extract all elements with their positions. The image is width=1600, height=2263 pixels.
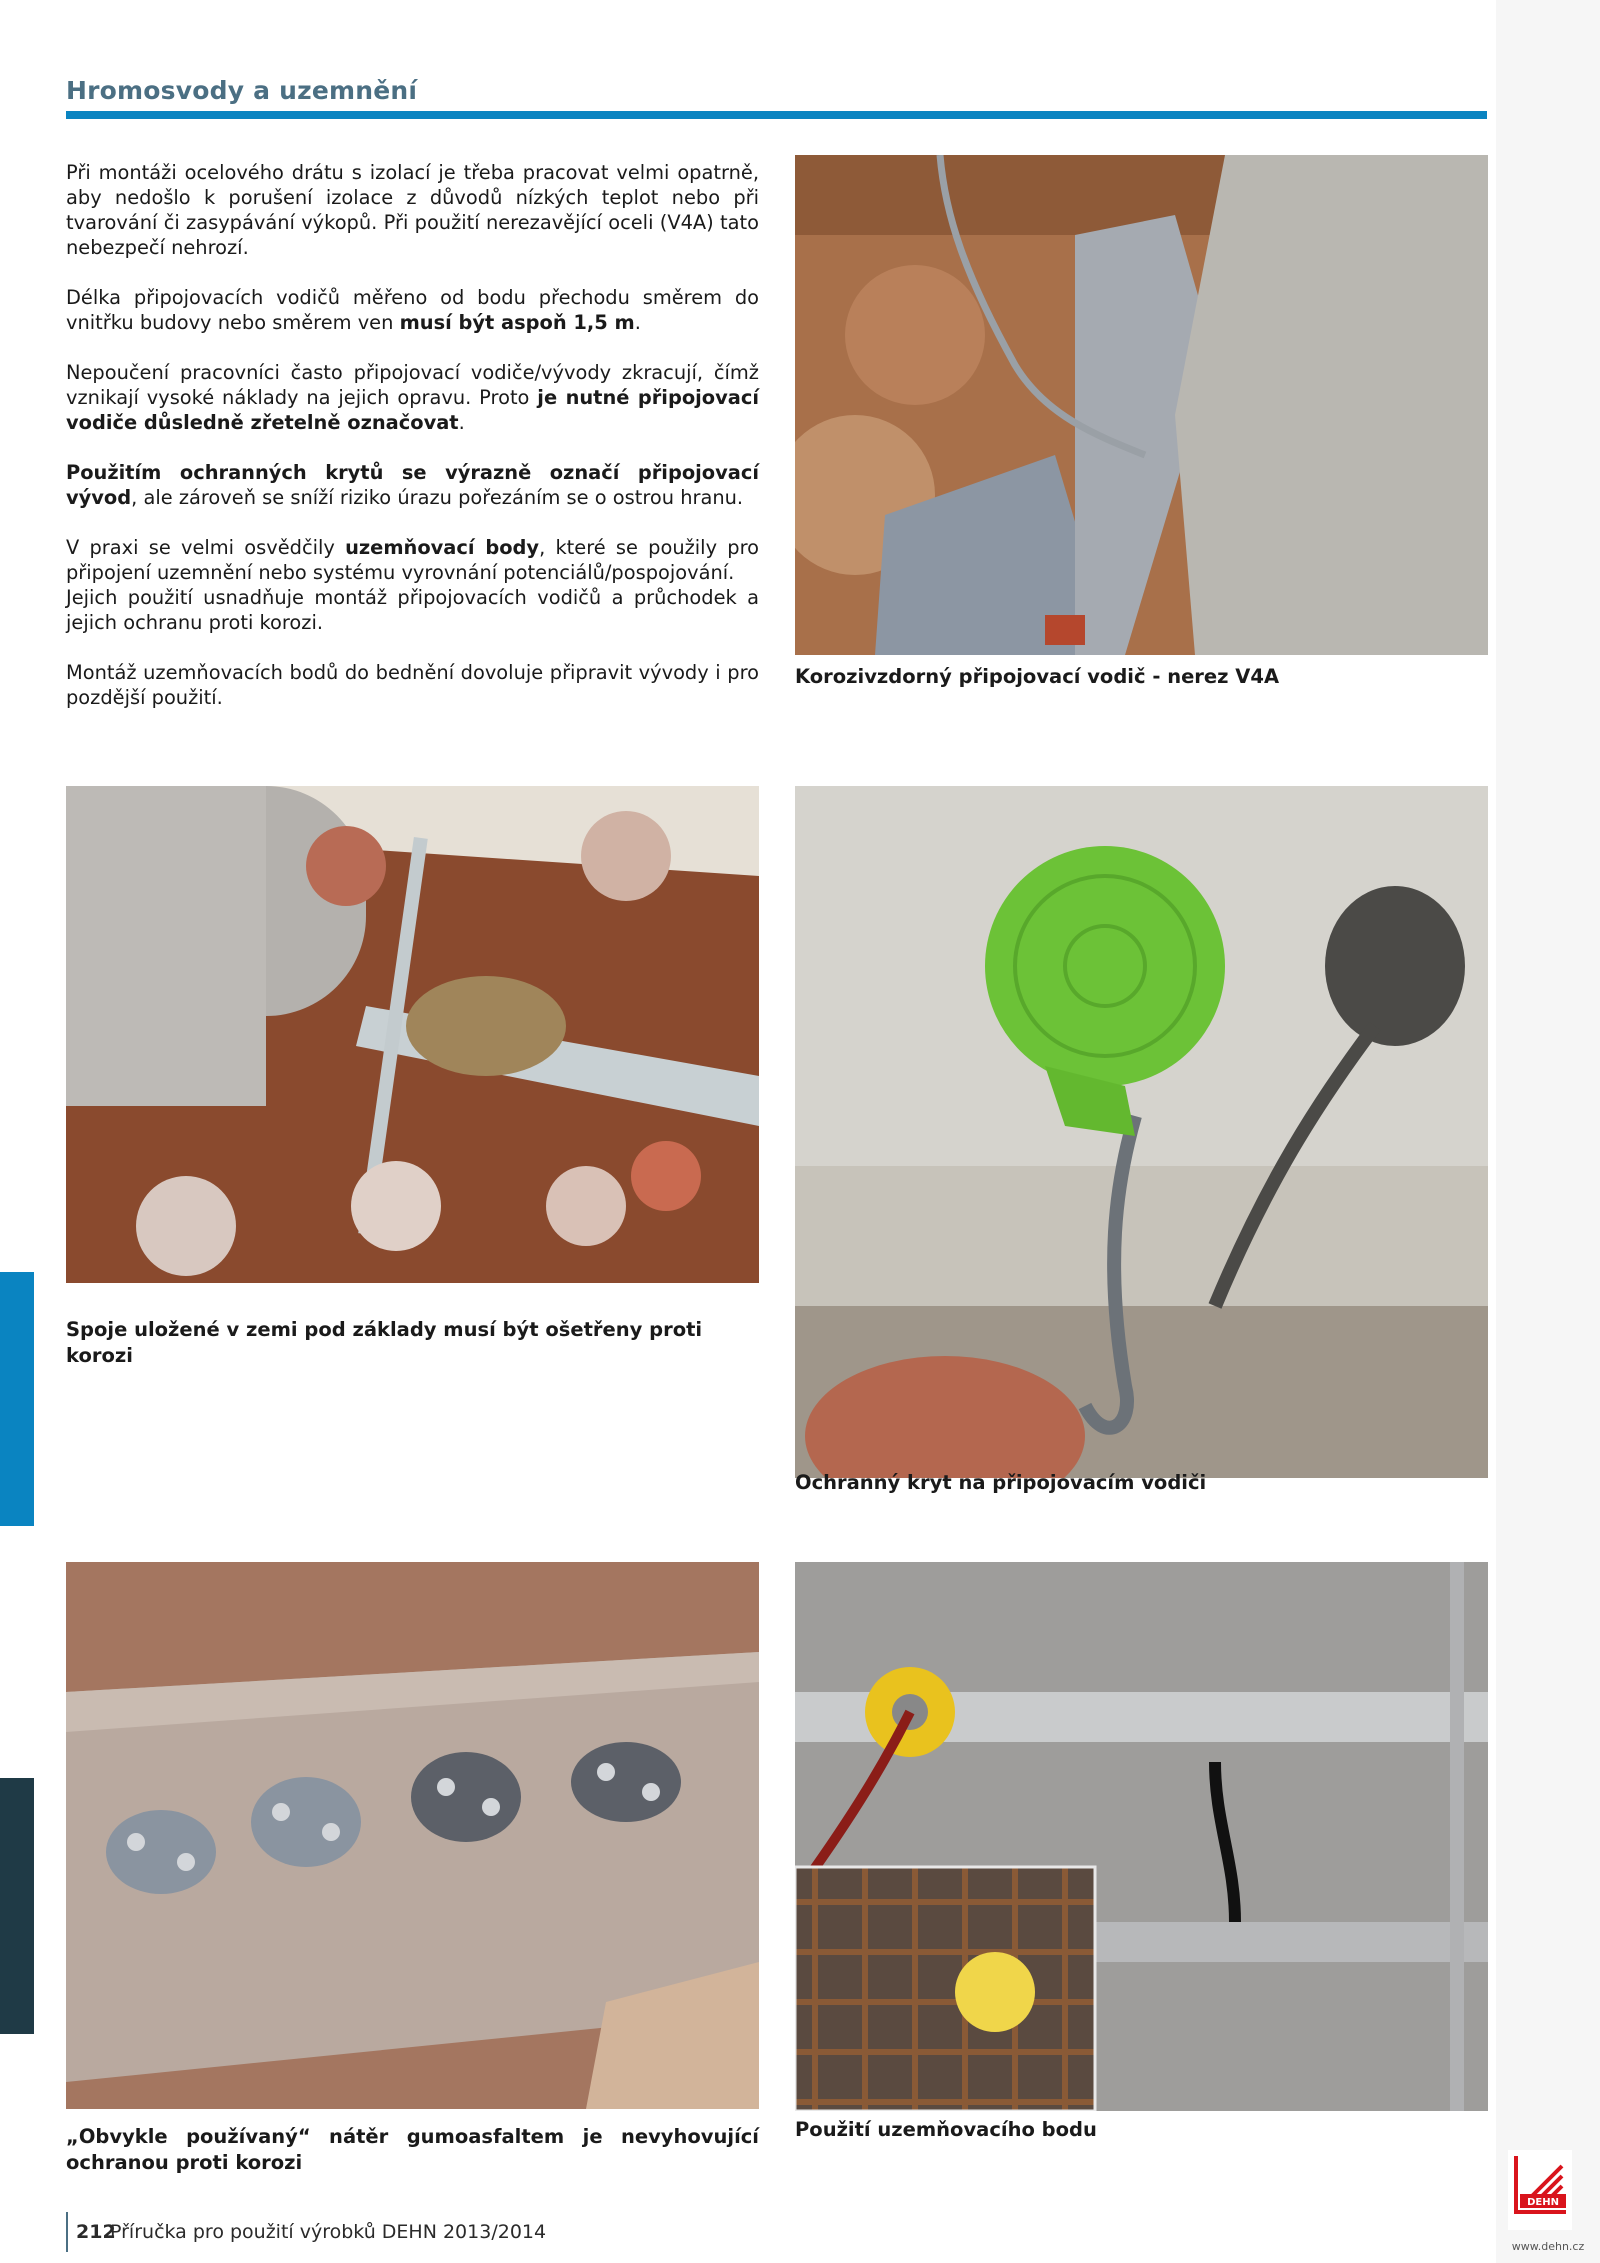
caption-photo-4: „Obvykle používaný“ nátěr gumoasfaltem je nevyhovující ochranou proti korozi	[66, 2125, 759, 2174]
caption-photo-2: Spoje uložené v zemi pod základy musí být ošetřeny proti korozi	[66, 1318, 703, 1367]
footer-text: Příručka pro použití výrobků DEHN 2013/2014	[110, 2221, 547, 2243]
svg-text:DEHN: DEHN	[1527, 2197, 1559, 2208]
page-number: 212	[76, 2221, 116, 2243]
right-margin	[1496, 0, 1600, 2263]
paragraph-1: Při montáži ocelového drátu s izolací je třeba pracovat velmi opatrně, aby nedošlo k porušení izolace z důvodů nízkých teplot nebo při tvarování či zasypávání výkopů. Při použití nerezavějící oceli (V4A) tato nebezpečí nehrozí.	[66, 161, 759, 259]
footer-rule	[66, 2212, 68, 2252]
body-text	[66, 160, 759, 735]
logo-url: www.dehn.cz	[1511, 2240, 1585, 2253]
dehn-logo	[1508, 2150, 1572, 2230]
title-rule	[66, 111, 1487, 119]
caption-photo-1: Korozivzdorný připojovací vodič - nerez V4A	[795, 665, 1280, 688]
paragraph-4: Použitím ochranných krytů se výrazně označí připojovací vývod, ale zároveň se sníží riziko úrazu pořezáním se o ostrou hranu.	[66, 461, 759, 509]
caption-photo-3: Ochranný kryt na připojovacím vodiči	[795, 1471, 1207, 1494]
photo-earthing-point	[795, 1562, 1488, 2111]
paragraph-2: Délka připojovacích vodičů měřeno od bodu přechodu směrem do vnitřku budovy nebo směrem ven musí být aspoň 1,5 m.	[66, 286, 759, 334]
edge-tab-dark	[0, 1778, 34, 2034]
photo-clamps-on-concrete	[66, 1562, 759, 2109]
photo-stainless-conductor	[795, 155, 1488, 655]
paragraph-7: Montáž uzemňovacích bodů do bednění dovoluje připravit vývody i pro pozdější použití.	[66, 661, 759, 709]
photo-protective-cap	[795, 786, 1488, 1478]
caption-photo-5: Použití uzemňovacího bodu	[795, 2118, 1097, 2141]
edge-tab-blue	[0, 1272, 34, 1526]
paragraph-3: Nepoučení pracovníci často připojovací vodiče/vývody zkracují, čímž vznikají vysoké náklady na jejich opravu. Proto je nutné připojovací vodiče důsledně zřetelně označovat.	[66, 361, 759, 434]
photo-wrapped-joint	[66, 786, 759, 1283]
paragraph-5: V praxi se velmi osvědčily uzemňovací body, které se použily pro připojení uzemnění nebo systému vyrovnání potenciálů/pospojování.	[66, 536, 759, 584]
section-title: Hromosvody a uzemnění	[66, 76, 418, 105]
paragraph-6: Jejich použití usnadňuje montáž připojovacích vodičů a průchodek a jejich ochranu proti korozi.	[66, 586, 759, 634]
